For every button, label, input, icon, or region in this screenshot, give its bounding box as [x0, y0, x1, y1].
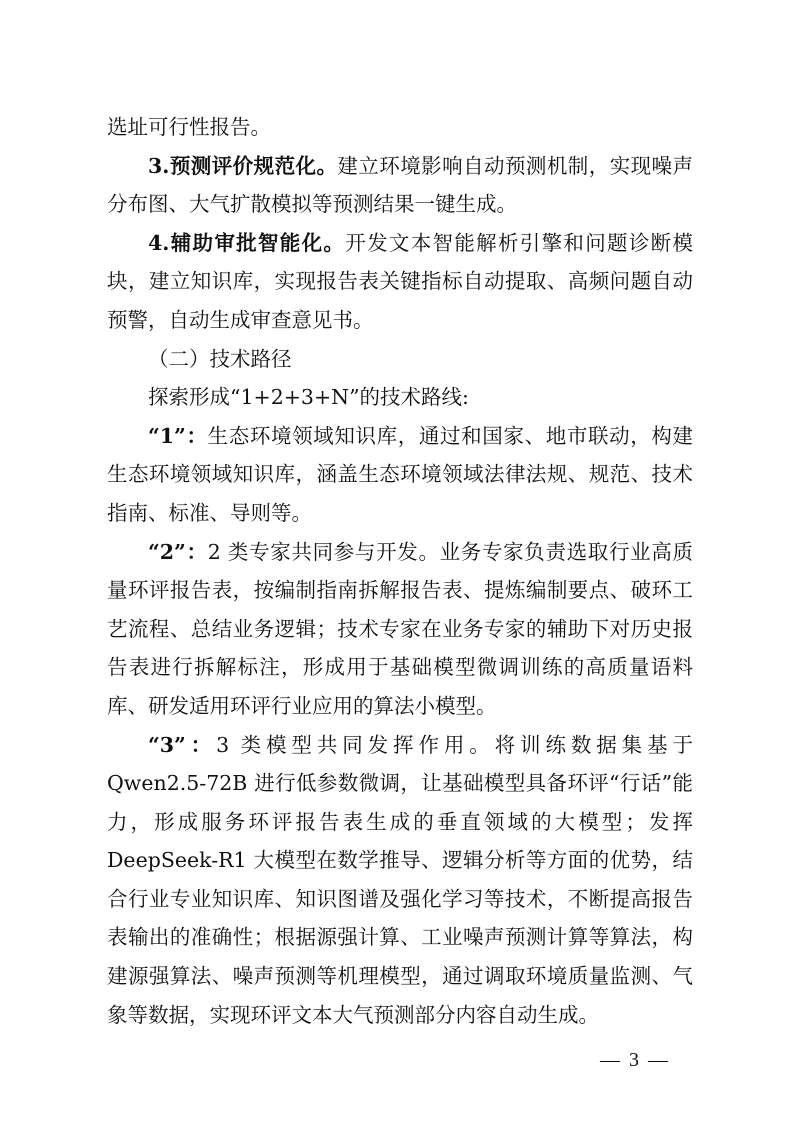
paragraph-route-3: [107, 726, 693, 1035]
paragraph-heading: “1”：: [148, 423, 208, 448]
paragraph-text: 建立环境影响自动预测机制，实现噪声分布图、大气扩散模拟等预测结果一键生成。: [107, 153, 694, 217]
paragraph-text: 生态环境领域知识库，通过和国家、地市联动，构建生态环境领域知识库，涵盖生态环境领域法律法规、规范、技术指南、标准、导则等。: [107, 423, 693, 525]
paragraph-continuation: [107, 108, 693, 147]
paragraph-text: 开发文本智能解析引擎和问题诊断模块，建立知识库，实现报告表关键指标自动提取、高频问题自动预警，自动生成审查意见书。: [107, 230, 693, 332]
section-heading-text: （二）技术路径: [148, 346, 292, 371]
paragraph-text: 3 类模型共同发挥作用。将训练数据集基于 Qwen2.5-72B 进行低参数微调，让基础模型具备环评“行话”能力，形成服务环评报告表生成的垂直领域的大模型；发挥 DeepSeek-R1 大模型在数学推导、逻辑分析等方面的优势，结合行业专业知识库、知识图谱及强化学习等技术，不断提高报告表输出的准确性；根据源强计算、工业噪声预测计算等算法，构建源强算法、噪声预测等机理模型，通过调取环境质量监测、气象等数据，实现环评文本大气预测部分内容自动生成。: [107, 732, 693, 1027]
paragraph-route-1: [107, 417, 693, 533]
paragraph-text: 选址可行性报告。: [107, 115, 271, 139]
paragraph-heading: 3.预测评价规范化。: [148, 153, 338, 178]
paragraph-heading: 4.辅助审批智能化。: [148, 230, 346, 255]
page-number: — 3 —: [600, 1049, 670, 1071]
paragraph-heading: “2”：: [148, 539, 208, 564]
paragraph-item-3: [107, 147, 693, 224]
section-heading: [107, 340, 693, 379]
paragraph-intro: [107, 378, 693, 417]
document-body: [107, 108, 693, 1034]
paragraph-text: 2 类专家共同参与开发。业务专家负责选取行业高质量环评报告表，按编制指南拆解报告表、提炼编制要点、破环工艺流程、总结业务逻辑；技术专家在业务专家的辅助下对历史报告表进行拆解标注，形成用于基础模型微调训练的高质量语料库、研发适用环评行业应用的算法小模型。: [107, 539, 693, 718]
paragraph-item-4: [107, 224, 693, 340]
paragraph-text: 探索形成“1+2+3+N”的技术路线:: [148, 385, 469, 410]
paragraph-heading: “3”：: [148, 732, 217, 757]
paragraph-route-2: [107, 533, 693, 726]
